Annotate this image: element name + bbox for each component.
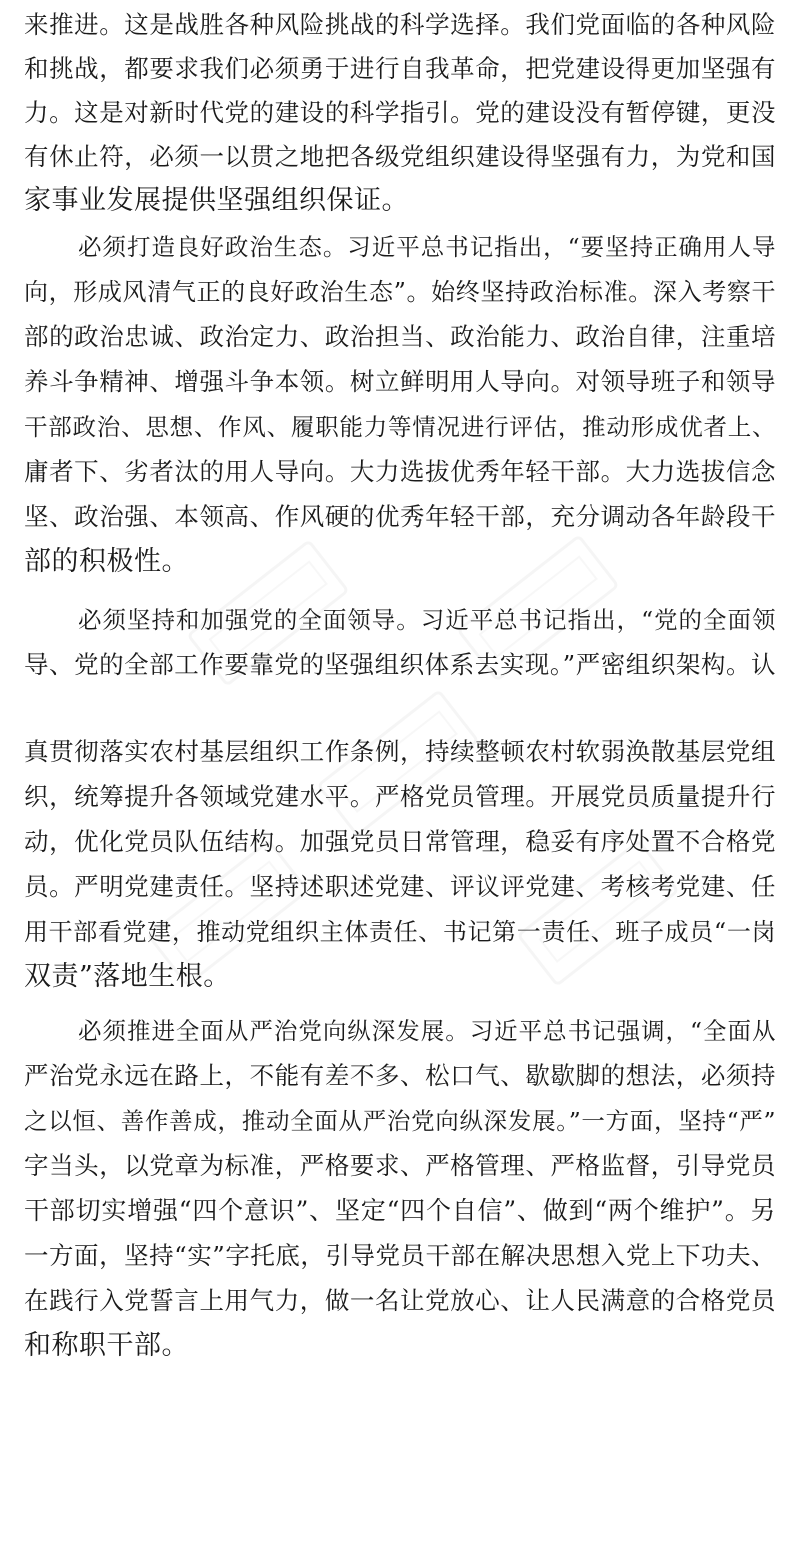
paragraph-3-line: 员。严明党建责任。坚持述职述党建、评议评党建、考核考党建、任 xyxy=(24,872,776,901)
paragraph-2-line: 向，形成风清气正的良好政治生态”。始终坚持政治标准。深入考察干 xyxy=(24,278,776,306)
paragraph-1-line: 有休止符，必须一以贯之地把各级党组织建设得坚强有力，为党和国 xyxy=(24,142,776,171)
paragraph-2-line: 坚、政治强、本领高、作风硬的优秀年轻干部，充分调动各年龄段干 xyxy=(24,502,776,531)
paragraph-3-line: 织，统筹提升各领域党建水平。严格党员管理。开展党员质量提升行 xyxy=(24,782,776,811)
paragraph-4-line: 字当头，以党章为标准，严格要求、严格管理、严格监督，引导党员 xyxy=(24,1151,776,1180)
paragraph-2-line: 必须打造良好政治生态。习近平总书记指出，“要坚持正确用人导 xyxy=(78,233,776,261)
paragraph-4-line: 必须推进全面从严治党向纵深发展。习近平总书记强调，“全面从 xyxy=(78,1017,776,1045)
paragraph-2-line: 干部政治、思想、作风、履职能力等情况进行评估，推动形成优者上、 xyxy=(24,413,776,441)
paragraph-3-line: 动，优化党员队伍结构。加强党员日常管理，稳妥有序处置不合格党 xyxy=(24,827,776,856)
paragraph-4-line: 之以恒、善作善成，推动全面从严治党向纵深发展。”一方面，坚持“严” xyxy=(24,1107,776,1135)
paragraph-4-line: 严治党永远在路上，不能有差不多、松口气、歇歇脚的想法，必须持 xyxy=(24,1061,776,1090)
paragraph-4-line: 和称职干部。 xyxy=(24,1330,189,1361)
paragraph-1-line: 家事业发展提供坚强组织保证。 xyxy=(24,185,409,216)
paragraph-1-line: 来推进。这是战胜各种风险挑战的科学选择。我们党面临的各种风险 xyxy=(24,10,776,39)
paragraph-3-line: 双责”落地生根。 xyxy=(24,961,231,992)
paragraph-3-line: 用干部看党建，推动党组织主体责任、书记第一责任、班子成员“一岗 xyxy=(24,918,776,946)
paragraph-2-line: 部的积极性。 xyxy=(24,546,189,577)
paragraph-3-line: 真贯彻落实农村基层组织工作条例，持续整顿农村软弱涣散基层党组 xyxy=(24,737,776,766)
paragraph-3-line: 必须坚持和加强党的全面领导。习近平总书记指出，“党的全面领 xyxy=(78,606,776,634)
paragraph-4-line: 干部切实增强“四个意识”、坚定“四个自信”、做到“两个维护”。另 xyxy=(24,1196,776,1225)
paragraph-3-line: 导、党的全部工作要靠党的坚强组织体系去实现。”严密组织架构。认 xyxy=(24,650,776,679)
paragraph-2-line: 养斗争精神、增强斗争本领。树立鲜明用人导向。对领导班子和领导 xyxy=(24,367,776,396)
paragraph-2-line: 部的政治忠诚、政治定力、政治担当、政治能力、政治自律，注重培 xyxy=(24,322,776,351)
paragraph-1-line: 力。这是对新时代党的建设的科学指引。党的建设没有暂停键，更没 xyxy=(24,98,776,127)
paragraph-4-line: 一方面，坚持“实”字托底，引导党员干部在解决思想入党上下功夫、 xyxy=(24,1241,776,1270)
paragraph-2-line: 庸者下、劣者汰的用人导向。大力选拔优秀年轻干部。大力选拔信念 xyxy=(24,457,776,486)
paragraph-4-line: 在践行入党誓言上用气力，做一名让党放心、让人民满意的合格党员 xyxy=(24,1286,776,1315)
paragraph-1-line: 和挑战，都要求我们必须勇于进行自我革命，把党建设得更加坚强有 xyxy=(24,54,776,83)
